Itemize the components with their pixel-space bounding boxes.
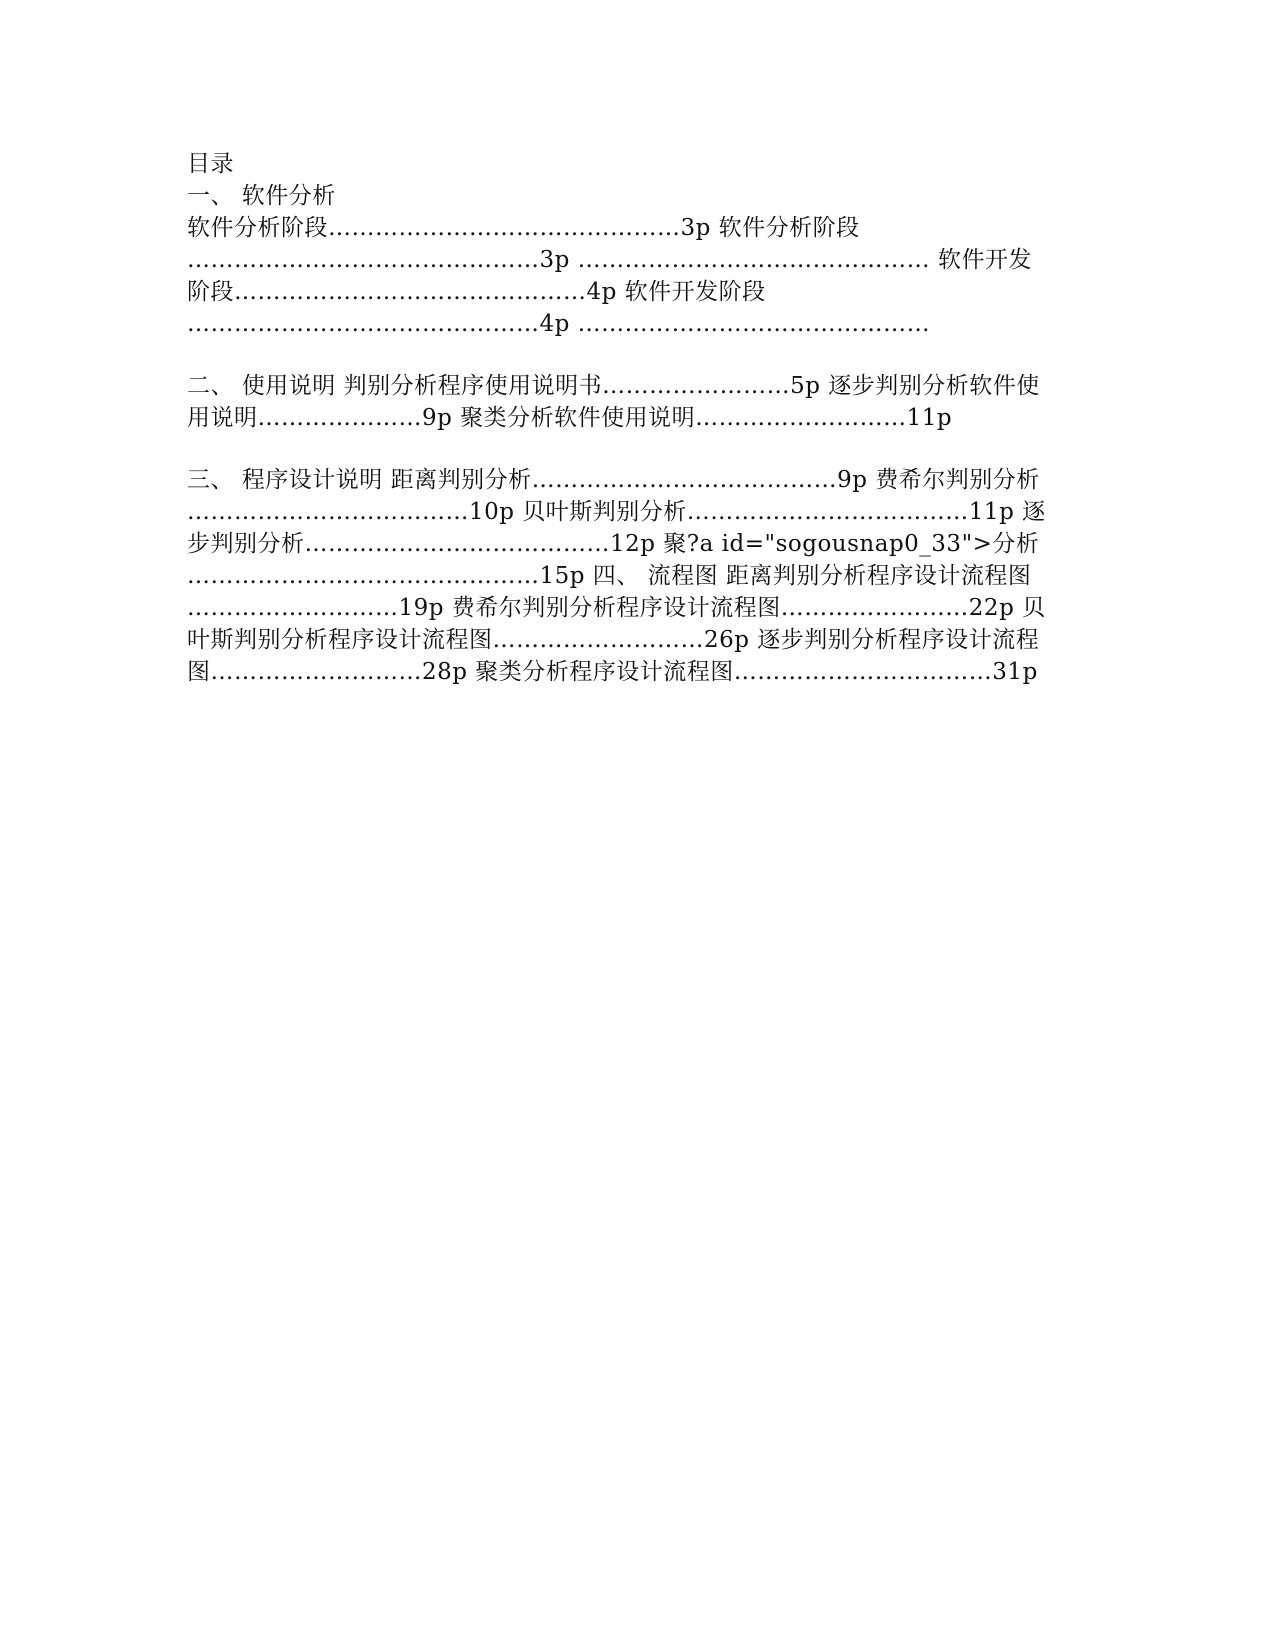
toc-line: 三、 程序设计说明 距离判别分析…………………………………9p 费希尔判别分析: [187, 467, 1040, 493]
toc-line: ………………………………………4p ………………………………………: [187, 311, 931, 337]
toc-line: 叶斯判别分析程序设计流程图………………………26p 逐步判别分析程序设计流程: [187, 627, 1040, 653]
toc-line: 步判别分析…………………………………12p 聚?a id="sogousnap0_33">分析: [187, 531, 1040, 557]
section-gap: [187, 434, 1087, 464]
toc-line: 图………………………28p 聚类分析程序设计流程图……………………………31p: [187, 659, 1038, 685]
toc-title: 目录: [187, 151, 234, 177]
toc-page: [187, 148, 1087, 688]
section-gap: [187, 340, 1087, 370]
toc-line: ………………………19p 费希尔判别分析程序设计流程图……………………22p 贝: [187, 595, 1046, 621]
toc-line: ………………………………………3p ……………………………………… 软件开发: [187, 247, 1032, 273]
toc-line: 软件分析阶段………………………………………3p 软件分析阶段: [187, 215, 860, 241]
toc-line: 用说明…………………9p 聚类分析软件使用说明………………………11p: [187, 405, 953, 431]
toc-line: 一、 软件分析: [187, 183, 336, 209]
toc-line: 阶段………………………………………4p 软件开发阶段: [187, 279, 766, 305]
toc-line: 二、 使用说明 判别分析程序使用说明书……………………5p 逐步判别分析软件使: [187, 373, 1040, 399]
toc-line: ………………………………………15p 四、 流程图 距离判别分析程序设计流程图: [187, 563, 1032, 589]
toc-line: ………………………………10p 贝叶斯判别分析………………………………11p 逐: [187, 499, 1046, 525]
